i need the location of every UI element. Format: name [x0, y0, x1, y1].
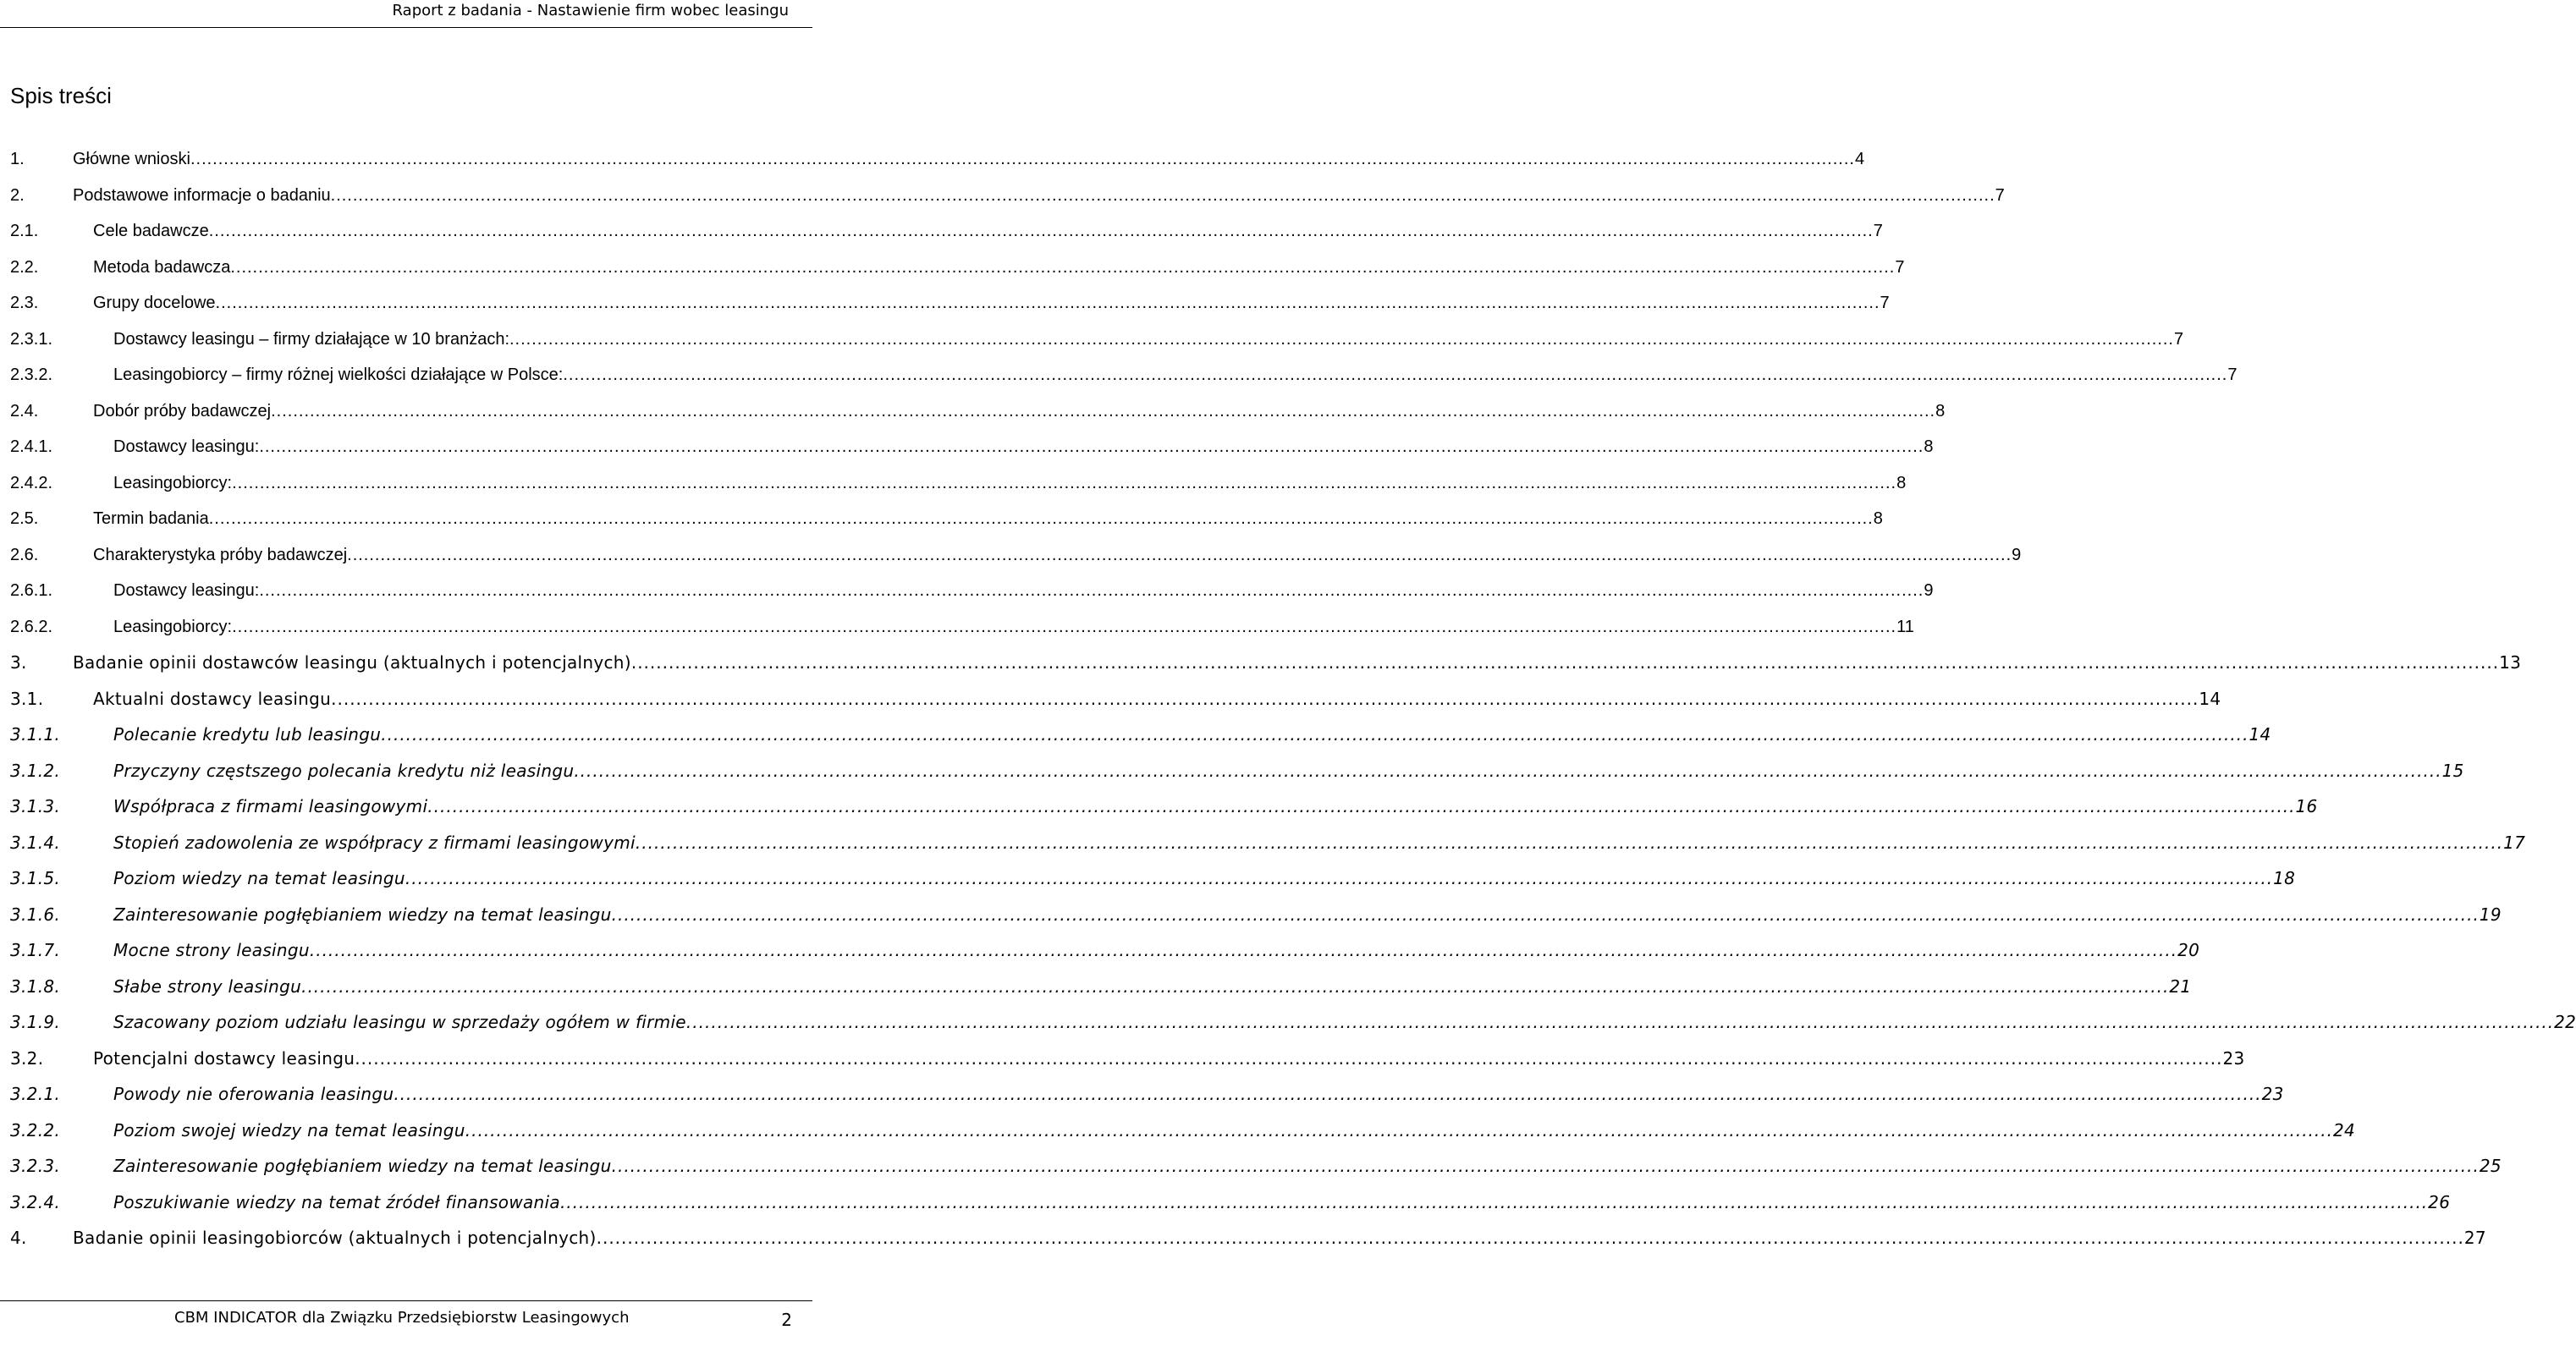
toc-entry-number: 2.6.1. — [10, 581, 53, 600]
toc-entry[interactable] — [0, 141, 1865, 178]
toc-dot-leader: ............................................................................................................................................................................................................................................................................................................ — [611, 904, 2480, 925]
toc-entry-label: Poszukiwanie wiedzy na temat źródeł finansowania — [113, 1191, 560, 1212]
toc-entry-number: 4. — [10, 1228, 27, 1248]
toc-entry[interactable] — [0, 285, 1890, 322]
toc-entry-page: 21 — [2169, 976, 2192, 997]
toc-entry-number: 2.3.2. — [10, 365, 53, 384]
toc-dot-leader: ............................................................................................................................................................................................................................................................................................................ — [230, 257, 1896, 277]
toc-dot-leader: ............................................................................................................................................................................................................................................................................................................ — [190, 150, 1855, 168]
toc-dot-leader: ............................................................................................................................................................................................................................................................................................................ — [611, 1156, 2480, 1176]
toc-entry-body — [93, 537, 2022, 574]
toc-entry-number: 3.1.6. — [10, 904, 61, 925]
toc-entry-body — [113, 825, 2526, 861]
toc-entry-page: 25 — [2479, 1156, 2502, 1176]
toc-entry-number: 3.2.1. — [10, 1084, 61, 1104]
toc-entry-label: Słabe strony leasingu — [113, 976, 302, 997]
toc-entry[interactable] — [0, 1113, 2356, 1149]
toc-entry[interactable] — [0, 753, 2464, 789]
footer-text: CBM INDICATOR dla Związku Przedsiębiorstw Leasingowych — [174, 1309, 630, 1327]
toc-dot-leader: ............................................................................................................................................................................................................................................................................................................ — [465, 1119, 2333, 1140]
toc-dot-leader: ............................................................................................................................................................................................................................................................................................................ — [405, 868, 2274, 888]
toc-entry[interactable] — [0, 573, 1934, 609]
toc-entry-label: Charakterystyka próby badawczej — [93, 545, 348, 564]
toc-entry-label: Cele badawcze — [93, 222, 209, 240]
toc-entry[interactable] — [0, 178, 2005, 214]
toc-entry-number: 3.1.5. — [10, 868, 61, 888]
toc-entry-number: 3.1.2. — [10, 760, 61, 781]
toc-dot-leader: ............................................................................................................................................................................................................................................................................................................ — [347, 545, 2012, 564]
toc-entry-label: Metoda badawcza — [93, 257, 231, 277]
toc-entry-body — [93, 501, 1883, 537]
toc-entry-page: 16 — [2295, 796, 2318, 816]
toc-dot-leader: ............................................................................................................................................................................................................................................................................................................ — [574, 760, 2442, 781]
toc-entry-page: 4 — [1854, 150, 1865, 168]
toc-entry-label: Termin badania — [93, 509, 209, 528]
toc-entry-number: 2.4.2. — [10, 473, 53, 492]
toc-entry-body — [113, 753, 2464, 789]
toc-entry-body — [73, 178, 2005, 214]
toc-entry-body — [93, 1041, 2245, 1077]
toc-entry[interactable] — [0, 537, 2022, 574]
toc-entry-page: 7 — [2174, 329, 2184, 349]
toc-dot-leader: ............................................................................................................................................................................................................................................................................................................ — [215, 294, 1880, 312]
toc-entry-page: 7 — [2227, 365, 2237, 384]
toc-entry-label: Dostawcy leasingu: — [113, 437, 260, 456]
toc-entry-page: 11 — [1896, 617, 1914, 636]
toc-entry-body — [113, 1184, 2451, 1221]
toc-dot-leader: ............................................................................................................................................................................................................................................................................................................ — [381, 724, 2249, 745]
toc-entry-label: Polecanie kredytu lub leasingu — [113, 724, 382, 745]
toc-entry[interactable] — [0, 860, 2296, 897]
toc-entry-page: 8 — [1873, 509, 1883, 528]
toc-entry-page: 27 — [2463, 1228, 2486, 1248]
toc-entry-number: 2. — [10, 185, 25, 205]
toc-entry-body — [93, 393, 1946, 430]
toc-entry-body — [113, 860, 2296, 897]
toc-entry-label: Mocne strony leasingu — [113, 940, 310, 960]
toc-entry-number: 2.6.2. — [10, 617, 53, 636]
toc-dot-leader: ............................................................................................................................................................................................................................................................................................................ — [509, 329, 2174, 349]
toc-entry-label: Leasingobiorcy: — [113, 473, 233, 492]
toc-entry-page: 8 — [1935, 401, 1946, 420]
toc-entry[interactable] — [0, 429, 1934, 465]
toc-dot-leader: ............................................................................................................................................................................................................................................................................................................ — [427, 796, 2296, 816]
toc-entry-label: Zainteresowanie pogłębianiem wiedzy na temat leasingu — [113, 904, 612, 925]
toc-entry-number: 3.2.2. — [10, 1119, 61, 1140]
toc-dot-leader: ............................................................................................................................................................................................................................................................................................................ — [630, 652, 2500, 673]
toc-entry-body — [113, 932, 2200, 969]
toc-entry-body — [93, 285, 1890, 322]
toc-entry-number: 3.1.8. — [10, 976, 61, 997]
toc-entry-body — [113, 789, 2318, 825]
toc-entry-number: 3.1.7. — [10, 940, 61, 960]
toc-dot-leader: ............................................................................................................................................................................................................................................................................................................ — [635, 832, 2504, 853]
toc-entry[interactable] — [0, 645, 2522, 681]
toc-entry-label: Aktualni dostawcy leasingu — [93, 688, 332, 709]
toc-entry-number: 3.2. — [10, 1047, 44, 1069]
toc-entry[interactable] — [0, 1184, 2451, 1221]
toc-entry[interactable] — [0, 1220, 2486, 1256]
toc-entry-page: 9 — [1924, 581, 1934, 600]
toc-dot-leader: ............................................................................................................................................................................................................................................................................................................ — [208, 509, 1874, 528]
toc-entry-label: Przyczyny częstszego polecania kredytu niż leasingu — [113, 760, 575, 781]
page-footer — [0, 1300, 812, 1352]
toc-entry-number: 3.1.4. — [10, 832, 61, 853]
toc-entry-number: 2.5. — [10, 509, 39, 528]
toc-entry-body — [113, 609, 1914, 646]
toc-entry[interactable] — [0, 1004, 2576, 1041]
toc-entry-label: Leasingobiorcy – firmy różnej wielkości działające w Polsce: — [113, 365, 564, 384]
toc-entry-number: 3.1.1. — [10, 724, 61, 745]
toc-entry-page: 23 — [2222, 1047, 2245, 1069]
toc-dot-leader: ............................................................................................................................................................................................................................................................................................................ — [355, 1047, 2223, 1069]
page-header — [0, 0, 812, 28]
toc-entry-page: 15 — [2441, 760, 2464, 781]
toc-entry[interactable] — [0, 932, 2200, 969]
toc-dot-leader: ............................................................................................................................................................................................................................................................................................................ — [232, 473, 1897, 492]
toc-entry-label: Dostawcy leasingu – firmy działające w 10 branżach: — [113, 329, 509, 349]
toc-dot-leader: ............................................................................................................................................................................................................................................................................................................ — [309, 940, 2178, 960]
toc-entry-body — [113, 1148, 2502, 1184]
toc-entry-number: 2.1. — [10, 222, 39, 240]
toc-entry[interactable] — [0, 501, 1883, 537]
toc-dot-leader: ............................................................................................................................................................................................................................................................................................................ — [685, 1012, 2555, 1032]
toc-entry-label: Potencjalni dostawcy leasingu — [93, 1047, 355, 1069]
toc-entry-label: Szacowany poziom udziału leasingu w sprzedaży ogółem w firmie — [113, 1012, 686, 1032]
toc-entry-page: 7 — [1880, 294, 1890, 312]
toc-entry-page: 18 — [2273, 868, 2296, 888]
toc-entry-label: Grupy docelowe — [93, 294, 216, 312]
toc-entry-number: 3.1.3. — [10, 796, 61, 816]
toc-dot-leader: ............................................................................................................................................................................................................................................................................................................ — [596, 1228, 2464, 1248]
toc-entry-body — [113, 1113, 2356, 1149]
toc-entry-body — [113, 322, 2184, 358]
toc-dot-leader: ............................................................................................................................................................................................................................................................................................................ — [394, 1084, 2262, 1104]
toc-dot-leader: ............................................................................................................................................................................................................................................................................................................ — [259, 437, 1924, 456]
toc-dot-leader: ............................................................................................................................................................................................................................................................................................................ — [559, 1191, 2429, 1212]
toc-entry[interactable] — [0, 681, 2221, 717]
toc-entry[interactable] — [0, 1041, 2245, 1077]
toc-entry-body — [73, 141, 1865, 178]
toc-entry-page: 13 — [2499, 652, 2522, 673]
toc-entry-body — [113, 573, 1934, 609]
toc-entry-label: Poziom wiedzy na temat leasingu — [113, 868, 405, 888]
toc-entry[interactable] — [0, 717, 2271, 753]
toc-entry-label: Dostawcy leasingu: — [113, 581, 260, 600]
toc-entry-label: Współpraca z firmami leasingowymi — [113, 796, 428, 816]
toc-entry[interactable] — [0, 250, 1905, 286]
toc-entry[interactable] — [0, 897, 2502, 933]
toc-entry-body — [113, 969, 2192, 1005]
toc-entry-label: Główne wnioski — [73, 150, 190, 168]
toc-entry-page: 17 — [2503, 832, 2526, 853]
toc-entry-label: Poziom swojej wiedzy na temat leasingu — [113, 1119, 465, 1140]
toc-entry[interactable] — [0, 213, 1883, 250]
toc-entry-number: 3.2.4. — [10, 1191, 61, 1212]
toc-entry-label: Podstawowe informacje o badaniu — [73, 185, 331, 205]
toc-entry-label: Powody nie oferowania leasingu — [113, 1084, 394, 1104]
toc-entry-page: 22 — [2554, 1012, 2576, 1032]
toc-entry-number: 3. — [10, 652, 27, 673]
toc-entry-page: 14 — [2248, 724, 2271, 745]
toc-entry-body — [73, 645, 2522, 681]
toc-entry[interactable] — [0, 393, 1946, 430]
toc-entry-page: 8 — [1896, 473, 1907, 492]
toc-entry-body — [113, 1076, 2284, 1113]
toc-dot-leader: ............................................................................................................................................................................................................................................................................................................ — [271, 401, 1936, 420]
toc-entry-number: 2.6. — [10, 545, 39, 564]
toc-dot-leader: ............................................................................................................................................................................................................................................................................................................ — [232, 617, 1897, 636]
toc-entry-page: 9 — [2012, 545, 2022, 564]
toc-entry-number: 2.4.1. — [10, 437, 53, 456]
toc-dot-leader: ............................................................................................................................................................................................................................................................................................................ — [301, 976, 2170, 997]
header-title: Raport z badania - Nastawienie firm wobec leasingu — [392, 2, 789, 19]
toc-entry-page: 7 — [1895, 257, 1905, 277]
toc-entry-body — [113, 465, 1907, 502]
toc-entry-page: 7 — [1995, 185, 2005, 205]
toc-entry-body — [73, 1220, 2486, 1256]
toc-entry[interactable] — [0, 465, 1907, 502]
toc-entry-page: 26 — [2428, 1191, 2451, 1212]
toc-entry-label: Stopień zadowolenia ze współpracy z firmami leasingowymi — [113, 832, 636, 853]
toc-dot-leader: ............................................................................................................................................................................................................................................................................................................ — [259, 581, 1924, 600]
toc-entry-number: 2.4. — [10, 401, 39, 420]
toc-dot-leader: ............................................................................................................................................................................................................................................................................................................ — [330, 185, 1995, 205]
toc-entry-body — [113, 357, 2237, 393]
toc-entry-number: 2.3.1. — [10, 329, 53, 349]
toc-entry-body — [93, 213, 1883, 250]
toc-entry[interactable] — [0, 789, 2318, 825]
toc-entry[interactable] — [0, 825, 2526, 861]
toc-entry-number: 2.2. — [10, 257, 39, 277]
toc-entry-body — [113, 897, 2502, 933]
toc-entry-page: 8 — [1924, 437, 1934, 456]
toc-entry-body — [93, 681, 2221, 717]
toc-entry-page: 7 — [1873, 222, 1883, 240]
toc-entry-page: 20 — [2177, 940, 2200, 960]
toc-entry-number: 1. — [10, 150, 25, 168]
toc-entry-label: Zainteresowanie pogłębianiem wiedzy na temat leasingu — [113, 1156, 612, 1176]
toc-entry-label: Dobór próby badawczej — [93, 401, 272, 420]
toc-entry-body — [113, 717, 2271, 753]
toc-entry[interactable] — [0, 1148, 2502, 1184]
toc-title: Spis treści — [10, 83, 112, 108]
toc-entry-label: Leasingobiorcy: — [113, 617, 233, 636]
toc-dot-leader: ............................................................................................................................................................................................................................................................................................................ — [331, 688, 2199, 709]
toc-entry-page: 19 — [2479, 904, 2502, 925]
toc-entry[interactable] — [0, 322, 2184, 358]
toc-entry-label: Badanie opinii leasingobiorców (aktualnych i potencjalnych) — [73, 1228, 597, 1248]
toc-entry-number: 2.3. — [10, 294, 39, 312]
toc-entry-body — [113, 429, 1934, 465]
toc-entry-page: 23 — [2261, 1084, 2284, 1104]
table-of-contents — [0, 141, 2576, 1256]
toc-entry-page: 24 — [2332, 1119, 2356, 1140]
toc-entry[interactable] — [0, 357, 2237, 393]
toc-entry[interactable] — [0, 1076, 2284, 1113]
toc-dot-leader: ............................................................................................................................................................................................................................................................................................................ — [208, 222, 1874, 240]
toc-entry[interactable] — [0, 969, 2192, 1005]
toc-entry-body — [113, 1004, 2576, 1041]
toc-entry-number: 3.1.9. — [10, 1012, 61, 1032]
toc-entry-label: Badanie opinii dostawców leasingu (aktualnych i potencjalnych) — [73, 652, 631, 673]
toc-entry[interactable] — [0, 609, 1914, 646]
toc-entry-body — [93, 250, 1905, 286]
page-number: 2 — [781, 1310, 792, 1330]
toc-entry-page: 14 — [2199, 688, 2221, 709]
toc-entry-number: 3.1. — [10, 688, 44, 709]
toc-entry-number: 3.2.3. — [10, 1156, 61, 1176]
toc-dot-leader: ............................................................................................................................................................................................................................................................................................................ — [563, 365, 2228, 384]
